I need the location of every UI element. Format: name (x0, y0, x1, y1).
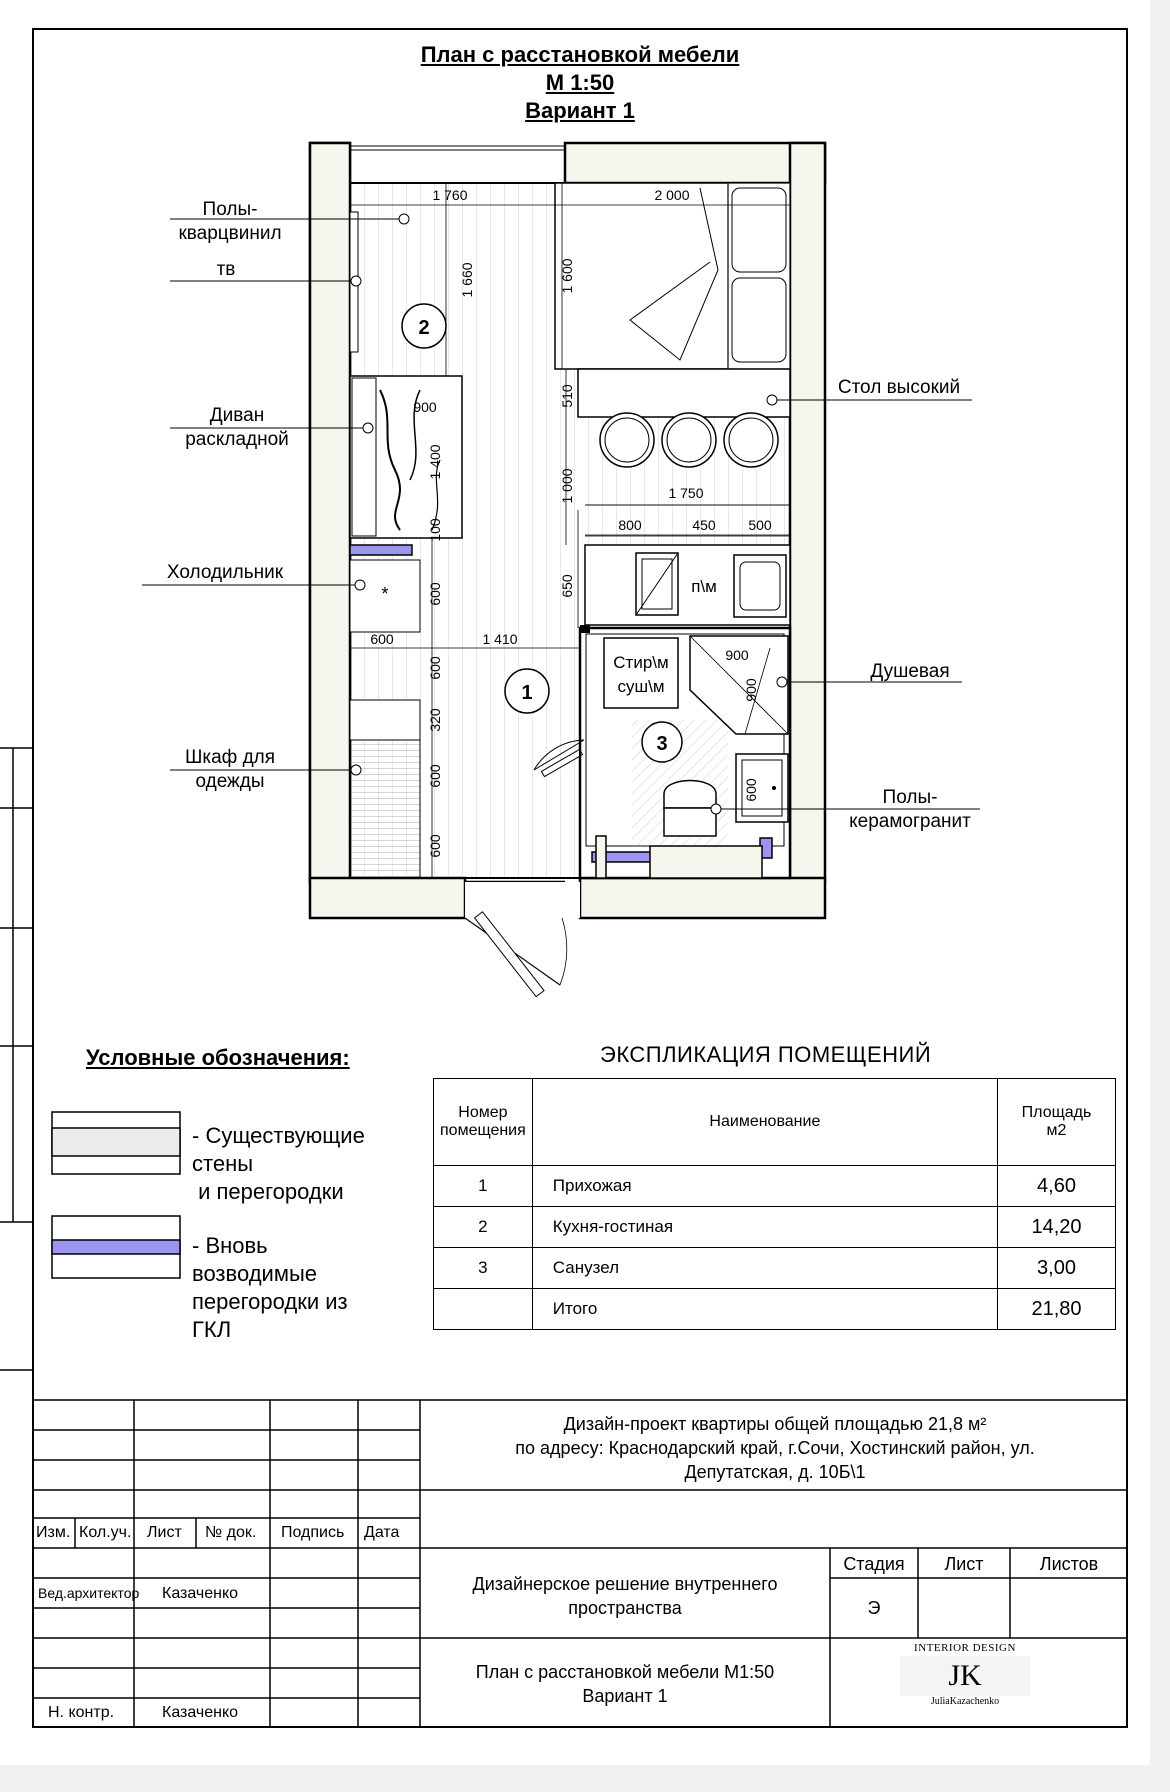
row-area: 21,80 (998, 1289, 1116, 1330)
row-area: 3,00 (998, 1248, 1116, 1289)
sheet-title-l2: Вариант 1 (582, 1686, 668, 1706)
callout-floor-tile-l1: Полы- (882, 787, 938, 808)
callout-wardrobe-l1: Шкаф для (184, 747, 276, 768)
explication-title: ЭКСПЛИКАЦИЯ ПОМЕЩЕНИЙ (600, 1042, 932, 1067)
callout-tv: тв (216, 259, 236, 280)
dim-1400: 1 400 (427, 444, 443, 480)
dim-1750: 1 750 (668, 485, 704, 501)
callout-shower: Душевая (870, 661, 950, 682)
dim-650: 650 (559, 574, 575, 598)
callout-wardrobe-l2: одежды (195, 771, 265, 792)
sheet-title-l1: План с расстановкой мебели М1:50 (475, 1662, 775, 1682)
header-num-l2: помещения (440, 1122, 526, 1139)
row-name: Кухня-гостиная (532, 1207, 997, 1248)
dim-1410: 1 410 (482, 631, 518, 647)
legend-title: Условные обозначения: (86, 1045, 350, 1070)
row-area: 4,60 (998, 1166, 1116, 1207)
svg-text:*: * (381, 584, 389, 604)
dim-shower-900: 900 (725, 647, 749, 663)
stamp-project-l1: Дизайн-проект квартиры общей площадью 21,8 м² (563, 1414, 987, 1434)
legend-existing-l2: стены (192, 1151, 254, 1176)
design-solution-l2: пространства (568, 1598, 682, 1618)
room-label-3: 3 (656, 733, 668, 755)
legend-new-l1: - Вновь (192, 1233, 268, 1258)
legend-existing-l3: и перегородки (192, 1179, 344, 1204)
washer-label: Стир\м (613, 653, 669, 672)
stamp-project-l3: Депутатская, д. 10Б\1 (684, 1462, 866, 1482)
dim-100: 100 (427, 518, 443, 542)
dishwasher-label: п\м (691, 577, 717, 596)
stamp-project-l2: по адресу: Краснодарский край, г.Сочи, Хостинский район, ул. (515, 1438, 1035, 1458)
explication-header-name: Наименование (532, 1079, 997, 1166)
dim-600-2: 600 (370, 631, 394, 647)
col-kol: Кол.уч. (79, 1524, 132, 1541)
dim-1760: 1 760 (432, 187, 468, 203)
author-2: Казаченко (162, 1704, 239, 1721)
dim-600-3: 600 (427, 656, 443, 680)
dim-900: 900 (413, 399, 437, 415)
dim-1600: 1 600 (559, 258, 575, 294)
header-num-l1: Номер (458, 1104, 508, 1121)
row-name: Итого (532, 1289, 997, 1330)
stage-header: Стадия (843, 1554, 905, 1574)
room-label-1: 1 (521, 682, 533, 704)
dim-1660: 1 660 (459, 262, 475, 298)
row-num: 2 (434, 1207, 533, 1248)
logo-mark: JK (900, 1656, 1030, 1696)
row-name: Санузел (532, 1248, 997, 1289)
dim-600-4: 600 (427, 764, 443, 788)
dim-wc-600: 600 (743, 778, 759, 802)
legend-new-l2: возводимые (192, 1261, 318, 1286)
col-ndoc: № док. (205, 1524, 257, 1541)
row-num: 1 (434, 1166, 533, 1207)
author-1: Казаченко (162, 1585, 239, 1602)
legend-new-l4: ГКЛ (192, 1317, 232, 1342)
stamp-project (430, 1412, 1120, 1484)
dryer-label: суш\м (617, 677, 665, 696)
callout-floor-tile-l2: керамогранит (849, 811, 971, 832)
col-izm: Изм. (36, 1524, 71, 1541)
plan-title: План с расстановкой мебели (420, 42, 740, 67)
col-list: Лист (147, 1524, 182, 1541)
logo-top: INTERIOR DESIGN (914, 1642, 1016, 1654)
n-kontr: Н. контр. (48, 1704, 115, 1721)
row-area: 14,20 (998, 1207, 1116, 1248)
stage-value: Э (867, 1598, 881, 1618)
row-num: 3 (434, 1248, 533, 1289)
dim-500: 500 (748, 517, 772, 533)
dim-510: 510 (559, 384, 575, 408)
plan-scale: М 1:50 (545, 70, 615, 95)
dim-800: 800 (618, 517, 642, 533)
dim-shower-900-v: 900 (743, 678, 759, 702)
design-solution-l1: Дизайнерское решение внутреннего (472, 1574, 778, 1594)
dim-2000: 2 000 (654, 187, 690, 203)
header-area-l2: м2 (1046, 1122, 1067, 1139)
callout-floor-vinyl-l1: Полы- (202, 199, 258, 220)
ved-arch: Вед.архитектор (38, 1585, 140, 1601)
callout-high-table: Стол высокий (837, 377, 961, 398)
dim-320: 320 (427, 708, 443, 732)
logo (900, 1642, 1030, 1707)
legend-new-l3: перегородки из (192, 1289, 348, 1314)
callout-fridge: Холодильник (166, 562, 284, 583)
callout-sofa-l2: раскладной (185, 429, 289, 450)
logo-bottom: JuliaKazachenko (930, 1696, 1000, 1707)
header-area-l1: Площадь (1021, 1104, 1092, 1121)
callout-sofa-l1: Диван (209, 405, 265, 426)
design-solution (430, 1572, 820, 1620)
dim-600-5: 600 (427, 834, 443, 858)
row-name: Прихожая (532, 1166, 997, 1207)
listov-header: Листов (1039, 1554, 1099, 1574)
callout-floor-vinyl-l2: кварцвинил (178, 223, 282, 244)
plan-variant: Вариант 1 (525, 98, 635, 123)
legend-existing-l1: - Существующие (192, 1123, 365, 1148)
dim-450: 450 (692, 517, 716, 533)
room-label-2: 2 (418, 317, 430, 339)
dim-1000: 1 000 (559, 468, 575, 504)
list-header: Лист (944, 1554, 984, 1574)
dim-600-1: 600 (427, 582, 443, 606)
col-podpis: Подпись (281, 1524, 345, 1541)
sheet-title (430, 1660, 820, 1708)
col-data: Дата (364, 1524, 400, 1541)
